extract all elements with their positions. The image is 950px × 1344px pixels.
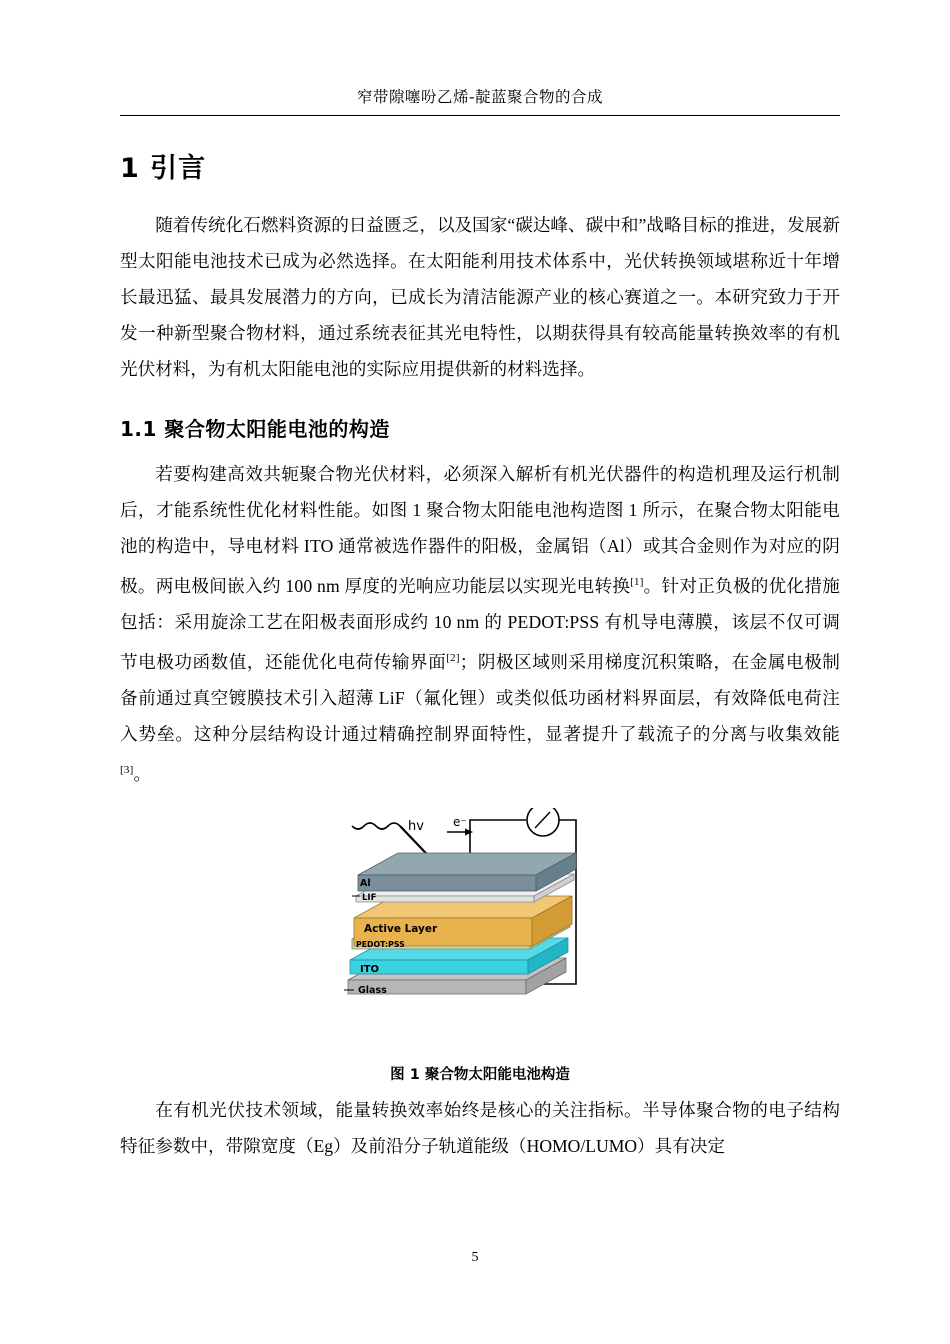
paragraph-text-part3: ；阴极区域则采用梯度沉积策略，在金属电极制备前通过真空镀膜技术引入超薄 LiF（氟化锂）或类似低功函材料界面层，有效降低电荷注入势垒。这种分层结构设计通过精确控制界面特性，显著提升了载流子的分离与收集效能 xyxy=(120,651,841,744)
figure-1-image xyxy=(330,808,630,1048)
paragraph-text-part1: 若要构建高效共轭聚合物光伏材料，必须深入解析有机光伏器件的构造机理及运行机制后，才能系统性优化材料性能。如图 1 聚合物太阳能电池构造图 1 所示，在聚合物太阳能电池的构造中，导电材料 ITO 通常被选作器件的阳极，金属铝（Al）或其合金则作为对应的阴极。两电极间嵌入约 100 nm 厚度的光响应功能层以实现光电转换 xyxy=(120,464,840,596)
figure-label-al: Al xyxy=(360,877,371,889)
running-header: 窄带隙噻吩乙烯-靛蓝聚合物的合成 xyxy=(356,88,604,106)
intro-paragraph: 随着传统化石燃料资源的日益匮乏，以及国家“碳达峰、碳中和”战略目标的推进，发展新型太阳能电池技术已成为必然选择。在太阳能利用技术体系中，光伏转换领域堪称近十年增长最迅猛、最具发展潜力的方向，已成长为清洁能源产业的核心赛道之一。本研究致力于开发一种新型聚合物材料，通过系统表征其光电特性，以期获得具有较高能量转换效率的有机光伏材料，为有机太阳能电池的实际应用提供新的材料选择。 xyxy=(120,215,840,379)
figure-label-active: Active Layer xyxy=(364,922,438,935)
paragraph-text-part4: 。 xyxy=(133,763,152,784)
figure-label-lif: LIF xyxy=(362,892,377,903)
lif-layer-front xyxy=(356,896,534,902)
subsection-heading: 1.1 聚合物太阳能电池的构造 xyxy=(120,417,390,441)
citation-ref-2: [2] xyxy=(446,651,460,664)
light-wave-icon xyxy=(352,823,400,829)
circuit-wire-top xyxy=(470,820,526,838)
page-content xyxy=(120,85,840,1164)
figure-label-electron: e⁻ xyxy=(453,814,467,829)
al-layer-front xyxy=(358,875,536,891)
figure-label-pedot: PEDOT:PSS xyxy=(356,939,405,949)
ammeter-icon xyxy=(527,808,559,836)
section-heading: 1 引言 xyxy=(120,153,207,184)
citation-ref-3: [3] xyxy=(120,763,134,776)
citation-ref-1: [1] xyxy=(630,576,644,588)
figure-label-glass: Glass xyxy=(358,984,387,996)
page-number: 5 xyxy=(471,1250,479,1265)
header-divider xyxy=(120,115,840,116)
figure-caption: 图 1 聚合物太阳能电池构造 xyxy=(390,1066,570,1083)
closing-paragraph: 在有机光伏技术领域，能量转换效率始终是核心的关注指标。半导体聚合物的电子结构特征参数中，带隙宽度（Eg）及前沿分子轨道能级（HOMO/LUMO）具有决定 xyxy=(120,1099,840,1156)
paragraph-text-part2: 。针对正负极的优化措施包括：采用旋涂工艺在阳极表面形成约 10 nm 的 PEDOT:PSS 有机导电薄膜，该层不仅可调节电极功函数值，还能优化电荷传输界面 xyxy=(120,575,841,672)
figure-1 xyxy=(120,808,840,1084)
figure-label-hv: hv xyxy=(408,818,424,834)
figure-label-ito: ITO xyxy=(360,963,380,975)
electron-arrow-head-icon xyxy=(465,828,473,835)
subsection-paragraph xyxy=(120,456,840,792)
